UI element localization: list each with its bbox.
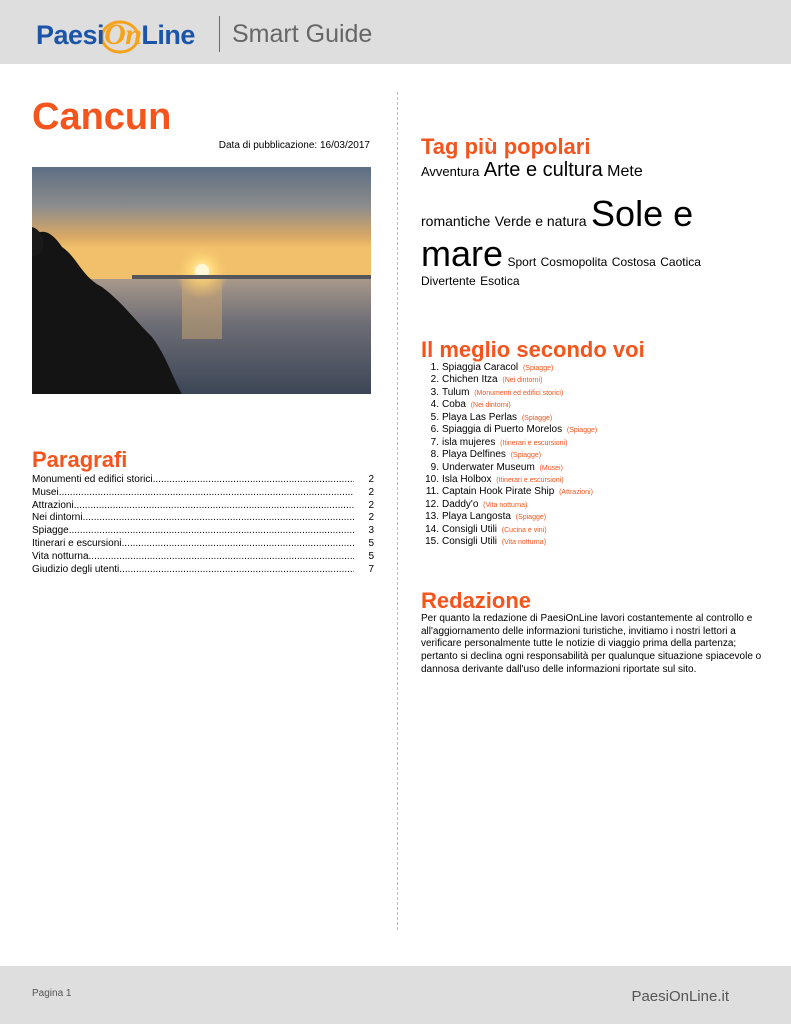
item-number: 6.	[430, 424, 439, 436]
item-name: Tulum	[442, 386, 470, 398]
toc-leader	[89, 551, 354, 564]
list-item[interactable]	[421, 412, 597, 424]
logo-paesi: Paesi	[36, 20, 105, 50]
sunset-photo	[32, 167, 371, 394]
list-item[interactable]	[421, 462, 597, 474]
item-category: (Vita notturna)	[483, 501, 528, 509]
item-number: 2.	[430, 374, 439, 386]
toc-name: Spiagge	[32, 525, 69, 537]
item-category: (Vita notturna)	[501, 539, 547, 547]
logo-text	[36, 18, 195, 52]
item-name: Playa Las Perlas	[442, 411, 518, 423]
tag-link[interactable]: Caotica	[660, 255, 701, 269]
logo-on: On	[104, 18, 142, 51]
item-category: (Itinerari e escursioni)	[500, 439, 568, 447]
column-divider	[397, 92, 398, 930]
tag-link[interactable]: Avventura	[421, 164, 480, 179]
list-item[interactable]	[421, 449, 597, 461]
item-category: (Musei)	[539, 464, 563, 472]
item-number: 15.	[425, 536, 439, 548]
page-header	[0, 0, 791, 64]
toc-page: 2	[368, 486, 374, 498]
item-name: Playa Delfines	[442, 449, 506, 461]
list-item[interactable]	[421, 387, 597, 399]
page-title: Cancun	[32, 96, 172, 138]
sunset-image	[32, 167, 371, 394]
item-number: 3.	[430, 386, 439, 398]
tag-link[interactable]: romantiche	[421, 213, 491, 229]
toc-leader	[59, 487, 354, 500]
tags-heading: Tag più popolari	[421, 134, 591, 159]
toc-name: Attrazioni	[32, 499, 74, 511]
list-item[interactable]	[421, 536, 597, 548]
item-name: Spiaggia di Puerto Morelos	[442, 424, 563, 436]
top-places-list	[421, 362, 597, 549]
list-item[interactable]	[421, 511, 597, 523]
toc-leader	[74, 500, 354, 513]
item-name: Captain Hook Pirate Ship	[442, 486, 555, 498]
item-name: Consigli Utili	[442, 536, 498, 548]
list-item[interactable]	[421, 524, 597, 536]
tag-link[interactable]: Mete	[607, 163, 643, 180]
toc-leader	[121, 538, 354, 551]
tag-link[interactable]: Cosmopolita	[540, 255, 608, 269]
page-footer	[0, 966, 791, 1024]
item-name: Chichen Itza	[442, 374, 498, 386]
item-number: 5.	[430, 411, 439, 423]
item-category: (Nei dintorni)	[502, 377, 543, 385]
tag-link[interactable]: Costosa	[611, 255, 656, 269]
table-of-contents	[32, 474, 374, 576]
toc-row[interactable]	[32, 474, 374, 487]
item-name: Coba	[442, 399, 466, 411]
toc-row[interactable]	[32, 487, 374, 500]
redazione-disclaimer: Per quanto la redazione di PaesiOnLine lavori costantemente al controllo e all'aggiornamento delle informazioni turistiche, invitiamo i nostri lettori a verificare personalmente tutte le notizie di viaggio prima della partenza; pertanto si declina ogni responsabilità per qualunque situazione spiacevole o dannosa derivante dall'uso delle informazioni riportate sul sito.	[421, 613, 762, 675]
item-number: 11.	[425, 486, 439, 498]
item-category: (Itinerari e escursioni)	[496, 476, 564, 484]
tag-link[interactable]: Arte e cultura	[483, 159, 603, 181]
toc-name: Itinerari e escursioni	[32, 537, 122, 549]
item-number: 8.	[430, 449, 439, 461]
list-item[interactable]	[421, 474, 597, 486]
toc-page: 5	[368, 550, 374, 562]
list-item[interactable]	[421, 437, 597, 449]
toc-row[interactable]	[32, 512, 374, 525]
item-category: (Spiagge)	[522, 365, 554, 372]
header-subtitle: Smart Guide	[232, 20, 373, 48]
toc-name: Musei	[32, 486, 59, 498]
item-name: isla mujeres	[442, 436, 496, 448]
toc-row[interactable]	[32, 500, 374, 513]
item-name: Daddy'o	[442, 498, 479, 510]
item-number: 7.	[430, 436, 439, 448]
toc-row[interactable]	[32, 564, 374, 577]
item-category: (Attrazioni)	[559, 489, 593, 497]
logo-line: Line	[141, 20, 195, 50]
item-category: (Nei dintorni)	[470, 402, 511, 410]
tag-link[interactable]: Divertente	[421, 274, 476, 288]
item-category: (Cucina e vini)	[501, 526, 547, 534]
site-link[interactable]: PaesiOnLine.it	[631, 988, 729, 1005]
paragrafi-heading: Paragrafi	[32, 447, 128, 472]
tag-cloud	[421, 160, 766, 289]
toc-name: Giudizio degli utenti	[32, 563, 120, 575]
toc-row[interactable]	[32, 551, 374, 564]
redazione-heading: Redazione	[421, 588, 532, 613]
publication-date: Data di pubblicazione: 16/03/2017	[218, 140, 370, 151]
list-item[interactable]	[421, 399, 597, 411]
toc-row[interactable]	[32, 538, 374, 551]
item-name: Underwater Museum	[442, 461, 535, 473]
toc-name: Nei dintorni	[32, 512, 83, 524]
list-item[interactable]	[421, 499, 597, 511]
item-category: (Spiagge)	[566, 427, 598, 435]
toc-page: 2	[368, 499, 374, 511]
list-item[interactable]	[421, 424, 597, 436]
item-name: Playa Langosta	[442, 511, 511, 523]
item-number: 9.	[430, 461, 439, 473]
item-category: (Spiagge)	[510, 452, 542, 460]
item-number: 12.	[425, 498, 439, 510]
tag-link[interactable]: Esotica	[480, 274, 520, 288]
list-item[interactable]	[421, 486, 597, 498]
item-name: Isla Holbox	[442, 473, 492, 485]
toc-leader	[153, 474, 354, 487]
list-item[interactable]	[421, 362, 597, 374]
item-name: Spiaggia Caracol	[442, 362, 519, 373]
item-number: 4.	[430, 399, 439, 411]
tag-link[interactable]: Verde e natura	[494, 213, 587, 229]
header-separator	[219, 16, 220, 52]
tag-link[interactable]: mare	[421, 233, 504, 274]
meglio-heading: Il meglio secondo voi	[421, 337, 645, 362]
item-number: 14.	[425, 523, 439, 535]
item-number: 13.	[425, 511, 439, 523]
toc-page: 3	[368, 525, 374, 537]
toc-row[interactable]	[32, 525, 374, 538]
item-number: 1.	[430, 362, 439, 373]
toc-leader	[69, 525, 354, 538]
toc-page: 2	[368, 512, 374, 524]
item-category: (Monumenti ed edifici storici)	[474, 389, 564, 397]
page-number: Pagina 1	[32, 988, 72, 999]
tag-link[interactable]: Sole e	[591, 193, 694, 234]
toc-page: 7	[368, 563, 374, 575]
toc-leader	[119, 564, 354, 577]
tag-link[interactable]: Sport	[507, 255, 537, 269]
toc-name: Vita notturna	[32, 550, 89, 562]
list-item[interactable]	[421, 374, 597, 386]
toc-page: 2	[368, 474, 374, 485]
item-name: Consigli Utili	[442, 523, 498, 535]
item-category: (Spiagge)	[521, 414, 553, 422]
toc-page: 5	[368, 537, 374, 549]
item-number: 10.	[425, 473, 439, 485]
toc-leader	[83, 512, 354, 525]
toc-name: Monumenti ed edifici storici	[32, 474, 153, 485]
item-category: (Spiagge)	[515, 514, 547, 522]
